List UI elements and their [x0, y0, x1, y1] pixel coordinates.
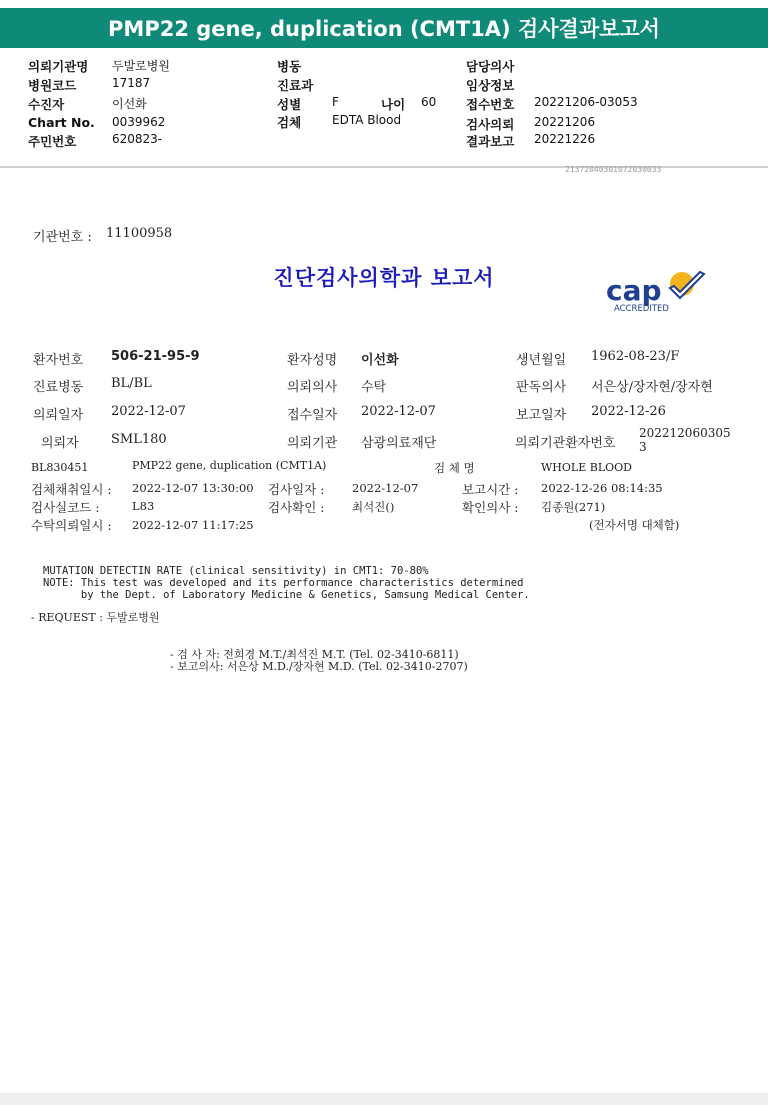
tester-line: - 검 사 자: 전희경 M.T./최석진 M.T. (Tel. 02-3410-6811) [170, 648, 459, 661]
cap-word: cap [606, 274, 662, 307]
info-value: 620823- [112, 132, 163, 146]
info-value: 20221226 [534, 132, 596, 146]
cap-accredited-logo [604, 268, 714, 318]
doctor: 수탁 [361, 380, 387, 395]
esign-note: (전자서명 대체함) [589, 518, 680, 532]
info-value: F [332, 95, 339, 109]
info-label: 임상정보 [466, 78, 515, 93]
requester-label: 의뢰자 [41, 436, 79, 451]
specimen: WHOLE BLOOD [541, 461, 632, 474]
note-line-1: MUTATION DETECTIN RATE (clinical sensitivity) in CMT1: 70-80% [43, 565, 429, 577]
info-label: 병원코드 [28, 78, 77, 93]
confirm-label: 검사확인 : [268, 500, 325, 515]
reporter-line: - 보고의사: 서은상 M.D./장자현 M.D. (Tel. 02-3410-2707) [170, 660, 468, 673]
institution-label: 기관번호 : [33, 230, 92, 245]
consign: 2022-12-07 11:17:25 [132, 518, 254, 532]
bottom-strip [0, 1093, 768, 1105]
receipt-date: 2022-12-07 [361, 404, 436, 419]
test-date-label: 검사일자 : [268, 482, 325, 497]
info-label: 담당의사 [466, 59, 515, 74]
confirm-doc-label: 확인의사 : [462, 500, 519, 515]
note-line-2: NOTE: This test was developed and its performance characteristics determined [43, 577, 524, 589]
report-date: 2022-12-26 [591, 404, 666, 419]
info-label: 나이 [381, 97, 406, 112]
institution-number: 11100958 [106, 226, 173, 241]
info-label: 검체 [277, 115, 302, 130]
receipt-date-label: 접수일자 [287, 408, 338, 423]
report-date-label: 보고일자 [516, 408, 567, 423]
header-title: PMP22 gene, duplication (CMT1A) 검사결과보고서 [108, 17, 660, 41]
report-title-bar [0, 8, 768, 48]
patient-name-label: 환자성명 [287, 353, 338, 368]
specimen-label: 검 체 명 [434, 461, 475, 475]
cap-sub: ACCREDITED [614, 304, 669, 314]
note-line-3: by the Dept. of Laboratory Medicine & Genetics, Samsung Medical Center. [43, 589, 530, 601]
collect: 2022-12-07 13:30:00 [132, 481, 254, 495]
info-value: 20221206-03053 [534, 95, 638, 109]
doctor-label: 의뢰의사 [287, 380, 338, 395]
ward-label: 진료병동 [33, 380, 84, 395]
info-label: 검사의뢰 [466, 117, 515, 132]
ward: BL/BL [111, 376, 152, 391]
info-label: Chart No. [28, 115, 95, 130]
info-label: 의뢰기관명 [28, 59, 89, 74]
room-label: 검사실코드 : [31, 500, 100, 515]
cut-off-text: 21372040301072030033 [565, 165, 662, 172]
info-value: 두발로병원 [112, 59, 170, 73]
info-label: 주민번호 [28, 134, 77, 149]
info-label: 진료과 [277, 78, 314, 93]
info-value: 17187 [112, 76, 151, 90]
confirm-doc: 김종원(271) [541, 500, 606, 514]
info-value: 20221206 [534, 115, 596, 129]
patient-name: 이선화 [361, 353, 399, 368]
confirm: 최석진() [352, 500, 395, 514]
inst-patient-no: 202212060305 [639, 426, 731, 440]
info-label: 접수번호 [466, 97, 515, 112]
info-label: 성별 [277, 97, 302, 112]
inst: 삼광의료재단 [361, 436, 437, 451]
info-value: EDTA Blood [332, 113, 402, 127]
inst-patient-no-label: 의뢰기관환자번호 [515, 436, 616, 451]
consign-label: 수탁의뢰일시 : [31, 518, 112, 533]
info-value: 이선화 [112, 97, 147, 111]
patient-no: 506-21-95-9 [111, 349, 200, 364]
requester: SML180 [111, 432, 167, 447]
request-date: 2022-12-07 [111, 404, 186, 419]
info-value: 60 [421, 95, 437, 109]
test-name: PMP22 gene, duplication (CMT1A) [132, 459, 327, 472]
inst-patient-no-cont: 3 [639, 440, 647, 454]
report-title: 진단검사의학과 보고서 [273, 266, 495, 290]
request-line: - REQUEST : 두발로병원 [31, 611, 160, 624]
reader-label: 판독의사 [516, 380, 567, 395]
test-date: 2022-12-07 [352, 481, 419, 495]
info-label: 병동 [277, 59, 302, 74]
patient-no-label: 환자번호 [33, 353, 84, 368]
test-code: BL830451 [31, 461, 89, 474]
dob-label: 생년월일 [516, 353, 567, 368]
report-time: 2022-12-26 08:14:35 [541, 481, 663, 495]
inst-label: 의뢰기관 [287, 436, 338, 451]
info-value: 0039962 [112, 115, 166, 129]
dob: 1962-08-23/F [591, 349, 680, 364]
room: L83 [132, 499, 155, 513]
reader: 서은상/장자현/장자현 [591, 380, 713, 395]
info-label: 수진자 [28, 97, 65, 112]
header-info [0, 50, 768, 165]
collect-label: 검체채취일시 : [31, 482, 112, 497]
info-label: 결과보고 [466, 134, 515, 149]
request-date-label: 의뢰일자 [33, 408, 84, 423]
report-time-label: 보고시간 : [462, 482, 519, 497]
